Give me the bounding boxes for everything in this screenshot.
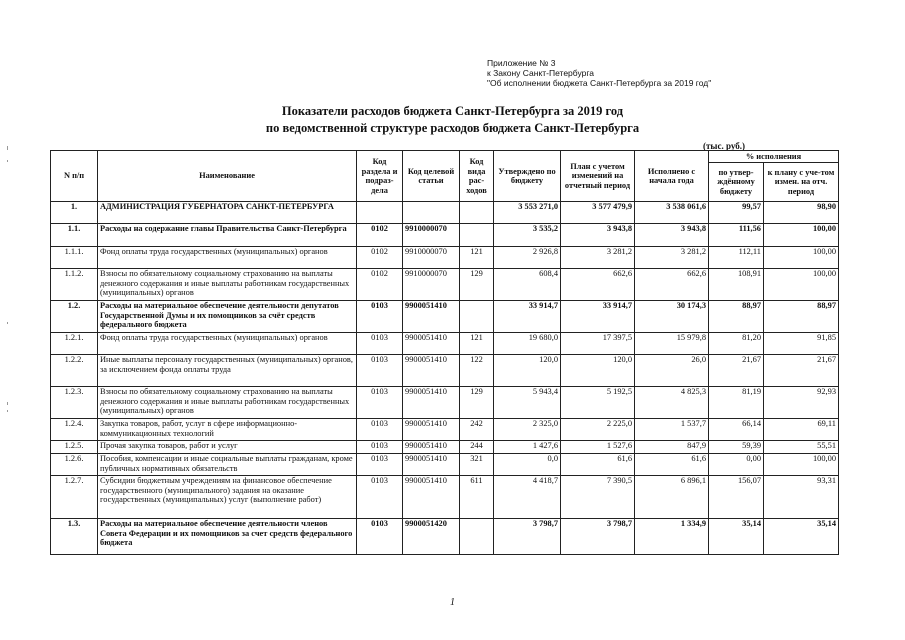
row-number: 1.1.1. [51, 247, 98, 269]
percent-approved: 81,20 [709, 333, 764, 355]
section-code: 0103 [357, 454, 403, 476]
table-row [51, 419, 839, 441]
row-number: 1.2.5. [51, 441, 98, 454]
scan-mark [7, 146, 8, 150]
page-number: 1 [450, 597, 455, 608]
approved-value: 2 325,0 [494, 419, 561, 441]
table-row [51, 247, 839, 269]
approved-value: 1 427,6 [494, 441, 561, 454]
header-target-code: Код целевой статьи [403, 151, 460, 202]
target-code [403, 202, 460, 224]
section-code: 0102 [357, 247, 403, 269]
row-name: Фонд оплаты труда государственных (муниципальных) органов [98, 333, 357, 355]
header-percent-approved: по утвер-ждённому бюджету [709, 163, 764, 202]
row-number: 1.2.6. [51, 454, 98, 476]
table-row [51, 269, 839, 301]
target-code: 9910000070 [403, 247, 460, 269]
type-code: 121 [460, 333, 494, 355]
executed-value: 3 943,8 [635, 224, 709, 247]
row-name: Субсидии бюджетным учреждениям на финансовое обеспечение государственного (муниципального) задания на оказание государственных (муниципальных) услуг (выполнение работ) [98, 476, 357, 519]
plan-value: 120,0 [561, 355, 635, 387]
target-code: 9910000070 [403, 224, 460, 247]
plan-value: 3 281,2 [561, 247, 635, 269]
percent-approved: 108,91 [709, 269, 764, 301]
percent-plan: 69,11 [764, 419, 839, 441]
percent-approved: 156,07 [709, 476, 764, 519]
target-code: 9900051420 [403, 519, 460, 555]
table-row [51, 519, 839, 555]
percent-approved: 59,39 [709, 441, 764, 454]
executed-value: 847,9 [635, 441, 709, 454]
row-name: АДМИНИСТРАЦИЯ ГУБЕРНАТОРА САНКТ-ПЕТЕРБУРГА [98, 202, 357, 224]
approved-value: 120,0 [494, 355, 561, 387]
table-row [51, 476, 839, 519]
approved-value: 3 553 271,0 [494, 202, 561, 224]
row-name: Взносы по обязательному социальному страхованию на выплаты денежного содержания и иные выплаты работникам государственных (муниципальных) органов [98, 387, 357, 419]
row-name: Взносы по обязательному социальному страхованию на выплаты денежного содержания и иные выплаты работникам государственных (муниципальных) органов [98, 269, 357, 301]
approved-value: 608,4 [494, 269, 561, 301]
scan-mark [7, 322, 8, 324]
type-code: 611 [460, 476, 494, 519]
executed-value: 3 281,2 [635, 247, 709, 269]
type-code: 321 [460, 454, 494, 476]
table-row [51, 441, 839, 454]
document-title-line-2: по ведомственной структуре расходов бюджета Санкт-Петербурга [265, 121, 640, 135]
appendix-line-2: к Закону Санкт-Петербурга [487, 68, 594, 78]
target-code: 9900051410 [403, 441, 460, 454]
appendix-line-3: "Об исполнении бюджета Санкт-Петербурга за 2019 год" [487, 78, 712, 88]
row-number: 1.2.2. [51, 355, 98, 387]
type-code: 129 [460, 269, 494, 301]
executed-value: 6 896,1 [635, 476, 709, 519]
percent-approved: 35,14 [709, 519, 764, 555]
target-code: 9910000070 [403, 269, 460, 301]
row-number: 1.2. [51, 301, 98, 333]
row-number: 1.3. [51, 519, 98, 555]
percent-plan: 92,93 [764, 387, 839, 419]
target-code: 9900051410 [403, 454, 460, 476]
percent-approved: 66,14 [709, 419, 764, 441]
header-percent-plan: к плану с уче-том измен. на отч. период [764, 163, 839, 202]
section-code: 0103 [357, 519, 403, 555]
table-row [51, 202, 839, 224]
approved-value: 5 943,4 [494, 387, 561, 419]
percent-plan: 88,97 [764, 301, 839, 333]
header-executed: Исполнено с начала года [635, 151, 709, 202]
units-label: (тыс. руб.) [703, 141, 745, 151]
section-code: 0103 [357, 419, 403, 441]
row-number: 1.2.1. [51, 333, 98, 355]
row-name: Расходы на материальное обеспечение деятельности депутатов Государственной Думы и их помощников за счёт средств федерального бюджета [98, 301, 357, 333]
plan-value: 5 192,5 [561, 387, 635, 419]
header-section-code: Код раздела и подраз-дела [357, 151, 403, 202]
section-code: 0103 [357, 355, 403, 387]
type-code [460, 301, 494, 333]
plan-value: 3 798,7 [561, 519, 635, 555]
section-code: 0103 [357, 301, 403, 333]
target-code: 9900051410 [403, 387, 460, 419]
table-row [51, 224, 839, 247]
approved-value: 4 418,7 [494, 476, 561, 519]
type-code: 244 [460, 441, 494, 454]
row-number: 1.1. [51, 224, 98, 247]
percent-approved: 0,00 [709, 454, 764, 476]
executed-value: 26,0 [635, 355, 709, 387]
percent-plan: 98,90 [764, 202, 839, 224]
row-number: 1.2.4. [51, 419, 98, 441]
header-type-code: Код вида рас-ходов [460, 151, 494, 202]
target-code: 9900051410 [403, 333, 460, 355]
approved-value: 3 798,7 [494, 519, 561, 555]
target-code: 9900051410 [403, 476, 460, 519]
approved-value: 33 914,7 [494, 301, 561, 333]
percent-plan: 100,00 [764, 224, 839, 247]
type-code [460, 202, 494, 224]
percent-plan: 100,00 [764, 454, 839, 476]
section-code: 0102 [357, 269, 403, 301]
target-code: 9900051410 [403, 355, 460, 387]
executed-value: 4 825,3 [635, 387, 709, 419]
table-row [51, 301, 839, 333]
percent-approved: 99,57 [709, 202, 764, 224]
executed-value: 1 334,9 [635, 519, 709, 555]
approved-value: 3 535,2 [494, 224, 561, 247]
approved-value: 19 680,0 [494, 333, 561, 355]
row-name: Закупка товаров, работ, услуг в сфере информационно-коммуникационных технологий [98, 419, 357, 441]
table-row [51, 387, 839, 419]
percent-approved: 112,11 [709, 247, 764, 269]
row-name: Пособия, компенсации и иные социальные выплаты гражданам, кроме публичных нормативных обязательств [98, 454, 357, 476]
approved-value: 2 926,8 [494, 247, 561, 269]
percent-plan: 21,67 [764, 355, 839, 387]
row-name: Фонд оплаты труда государственных (муниципальных) органов [98, 247, 357, 269]
row-name: Прочая закупка товаров, работ и услуг [98, 441, 357, 454]
row-number: 1. [51, 202, 98, 224]
section-code: 0103 [357, 476, 403, 519]
row-name: Расходы на содержание главы Правительства Санкт-Петербурга [98, 224, 357, 247]
percent-plan: 100,00 [764, 269, 839, 301]
row-number: 1.1.2. [51, 269, 98, 301]
plan-value: 3 577 479,9 [561, 202, 635, 224]
executed-value: 662,6 [635, 269, 709, 301]
row-name: Иные выплаты персоналу государственных (муниципальных) органов, за исключением фонда оплаты труда [98, 355, 357, 387]
scan-mark [7, 410, 8, 412]
plan-value: 2 225,0 [561, 419, 635, 441]
type-code: 121 [460, 247, 494, 269]
plan-value: 17 397,5 [561, 333, 635, 355]
section-code: 0103 [357, 387, 403, 419]
plan-value: 3 943,8 [561, 224, 635, 247]
percent-approved: 111,56 [709, 224, 764, 247]
type-code: 122 [460, 355, 494, 387]
plan-value: 7 390,5 [561, 476, 635, 519]
header-plan: План с учетом изменений на отчетный период [561, 151, 635, 202]
scan-mark [7, 160, 8, 162]
document-title-line-1: Показатели расходов бюджета Санкт-Петербурга за 2019 год [281, 104, 624, 118]
header-num: N п/п [51, 151, 98, 202]
executed-value: 1 537,7 [635, 419, 709, 441]
section-code: 0103 [357, 333, 403, 355]
header-percent-group: % исполнения [709, 151, 839, 163]
target-code: 9900051410 [403, 301, 460, 333]
section-code: 0102 [357, 224, 403, 247]
appendix-block [487, 58, 711, 88]
plan-value: 662,6 [561, 269, 635, 301]
type-code: 129 [460, 387, 494, 419]
header-name: Наименование [98, 151, 357, 202]
plan-value: 61,6 [561, 454, 635, 476]
percent-plan: 100,00 [764, 247, 839, 269]
budget-table [50, 150, 839, 555]
percent-plan: 35,14 [764, 519, 839, 555]
table-row [51, 333, 839, 355]
type-code [460, 519, 494, 555]
percent-plan: 93,31 [764, 476, 839, 519]
approved-value: 0,0 [494, 454, 561, 476]
row-name: Расходы на материальное обеспечение деятельности членов Совета Федерации и их помощников за счет средств федерального бюджета [98, 519, 357, 555]
executed-value: 30 174,3 [635, 301, 709, 333]
type-code: 242 [460, 419, 494, 441]
executed-value: 15 979,8 [635, 333, 709, 355]
row-number: 1.2.3. [51, 387, 98, 419]
plan-value: 33 914,7 [561, 301, 635, 333]
table-row [51, 454, 839, 476]
executed-value: 3 538 061,6 [635, 202, 709, 224]
section-code [357, 202, 403, 224]
percent-approved: 81,19 [709, 387, 764, 419]
target-code: 9900051410 [403, 419, 460, 441]
section-code: 0103 [357, 441, 403, 454]
percent-approved: 21,67 [709, 355, 764, 387]
plan-value: 1 527,6 [561, 441, 635, 454]
header-approved: Утверждено по бюджету [494, 151, 561, 202]
scan-mark [7, 402, 8, 405]
percent-approved: 88,97 [709, 301, 764, 333]
percent-plan: 91,85 [764, 333, 839, 355]
type-code [460, 224, 494, 247]
row-number: 1.2.7. [51, 476, 98, 519]
executed-value: 61,6 [635, 454, 709, 476]
table-row [51, 355, 839, 387]
appendix-line-1: Приложение № 3 [487, 58, 556, 68]
percent-plan: 55,51 [764, 441, 839, 454]
